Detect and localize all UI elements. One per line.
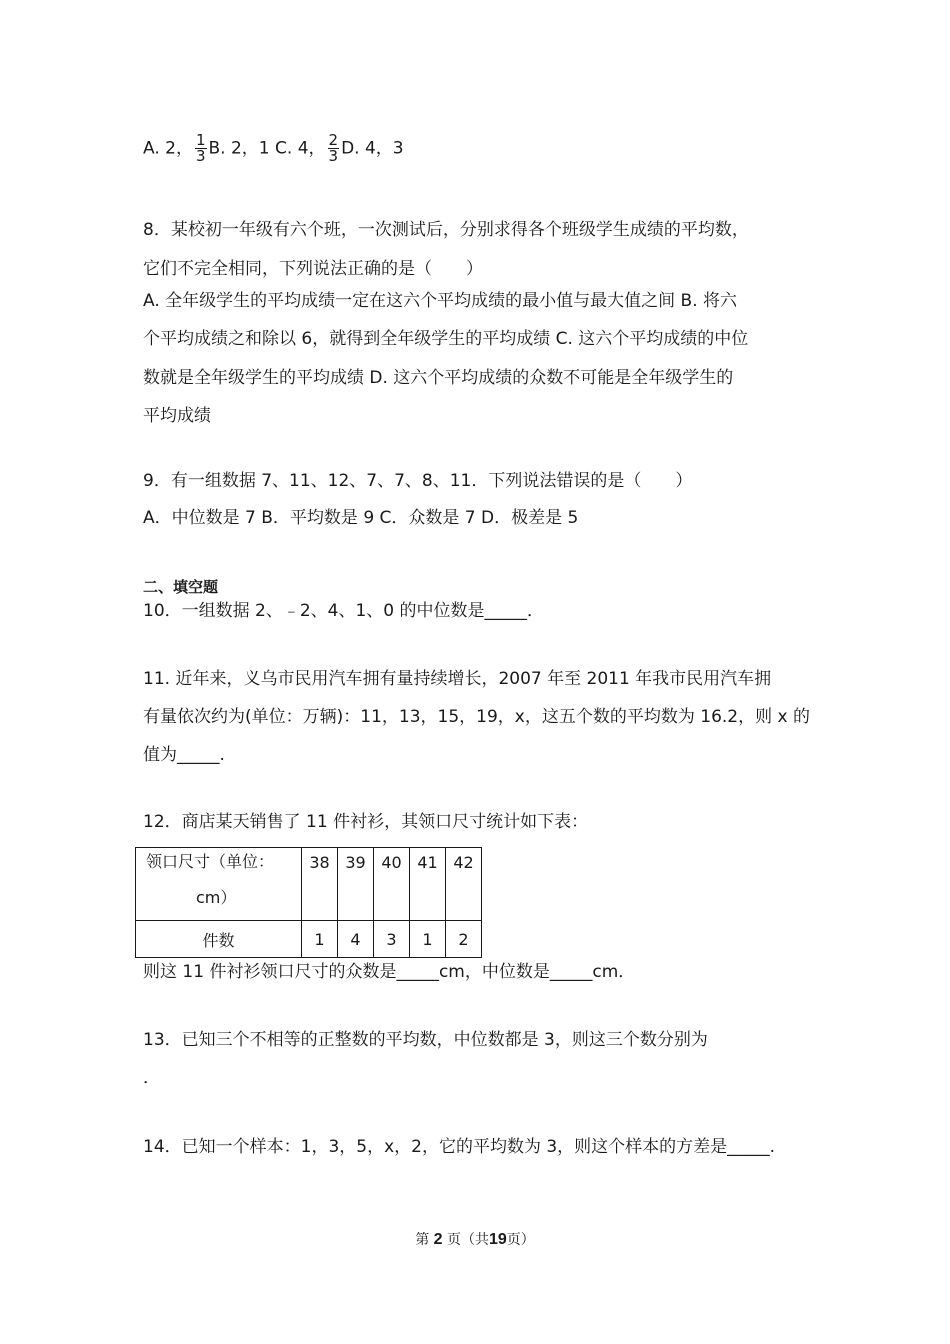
q11-line-1: 11. 近年来，义乌市民用汽车拥有量持续增长，2007 年至 2011 年我市民用汽车拥 bbox=[143, 669, 772, 689]
q11-line-2: 有量依次约为(单位：万辆)：11，13，15，19，x，这五个数的平均数为 16.2，则 x 的 bbox=[143, 707, 810, 727]
q8-line-6: 平均成绩 bbox=[143, 406, 211, 426]
table-cell-count: 4 bbox=[338, 921, 374, 958]
q8-line-2: 它们不完全相同，下列说法正确的是（ ） bbox=[143, 259, 483, 279]
q7-option-d: D. 4，3 bbox=[341, 138, 404, 159]
table-cell-size: 42 bbox=[446, 848, 482, 921]
page-footer: 第 2 页（共19页） bbox=[415, 1231, 535, 1248]
collar-size-table bbox=[135, 847, 482, 958]
q12-followup: 则这 11 件衬衫领口尺寸的众数是_____cm，中位数是_____cm． bbox=[143, 962, 636, 982]
q10-text: 10．一组数据 2、﹣2、4、1、0 的中位数是_____． bbox=[143, 601, 545, 621]
page-number: 2 bbox=[433, 1231, 443, 1248]
q12-stem: 12．商店某天销售了 11 件衬衫，其领口尺寸统计如下表： bbox=[143, 812, 589, 832]
q7-option-a-fraction: $\frac{1}{3}$ bbox=[195, 131, 206, 165]
table-cell-size: 41 bbox=[410, 848, 446, 921]
table-cell-count: 1 bbox=[410, 921, 446, 958]
table-cell-size: 38 bbox=[302, 848, 338, 921]
q8-line-1: 8．某校初一年级有六个班，一次测试后，分别求得各个班级学生成绩的平均数， bbox=[143, 220, 749, 240]
section-heading: 二、填空题 bbox=[143, 578, 219, 596]
table-cell-count: 3 bbox=[374, 921, 410, 958]
q8-line-3: A. 全年级学生的平均成绩一定在这六个平均成绩的最小值与最大值之间 B. 将六 bbox=[143, 291, 738, 311]
q13-line-1: 13．已知三个不相等的正整数的平均数，中位数都是 3，则这三个数分别为 bbox=[143, 1030, 708, 1050]
q7-options bbox=[143, 133, 404, 164]
table-cell-count: 1 bbox=[302, 921, 338, 958]
q13-line-2: ． bbox=[143, 1068, 160, 1088]
q8-line-5: 数就是全年级学生的平均成绩 D. 这六个平均成绩的众数不可能是全年级学生的 bbox=[143, 368, 734, 388]
q9-stem: 9．有一组数据 7、11、12、7、7、8、11．下列说法错误的是（ ） bbox=[143, 471, 693, 491]
total-pages: 19 bbox=[489, 1231, 507, 1248]
table-count-label: 件数 bbox=[136, 921, 302, 958]
table-header-label: 领口尺寸（单位： cm） bbox=[136, 848, 302, 921]
q7-option-a-prefix: A. 2， bbox=[143, 138, 193, 159]
q7-option-bc: B. 2，1 C. 4， bbox=[208, 138, 326, 159]
q11-line-3: 值为_____. bbox=[143, 745, 225, 765]
q8-line-4: 个平均成绩之和除以 6，就得到全年级学生的平均成绩 C. 这六个平均成绩的中位 bbox=[143, 329, 749, 349]
table-cell-count: 2 bbox=[446, 921, 482, 958]
table-row bbox=[136, 921, 482, 958]
table-row bbox=[136, 848, 482, 921]
q7-option-c-fraction: $\frac{2}{3}$ bbox=[328, 131, 339, 165]
table-cell-size: 40 bbox=[374, 848, 410, 921]
q9-options: A．中位数是 7 B．平均数是 9 C．众数是 7 D．极差是 5 bbox=[143, 508, 579, 528]
table-cell-size: 39 bbox=[338, 848, 374, 921]
q14-text: 14．已知一个样本：1，3，5，x，2，它的平均数为 3，则这个样本的方差是_____. bbox=[143, 1137, 776, 1157]
